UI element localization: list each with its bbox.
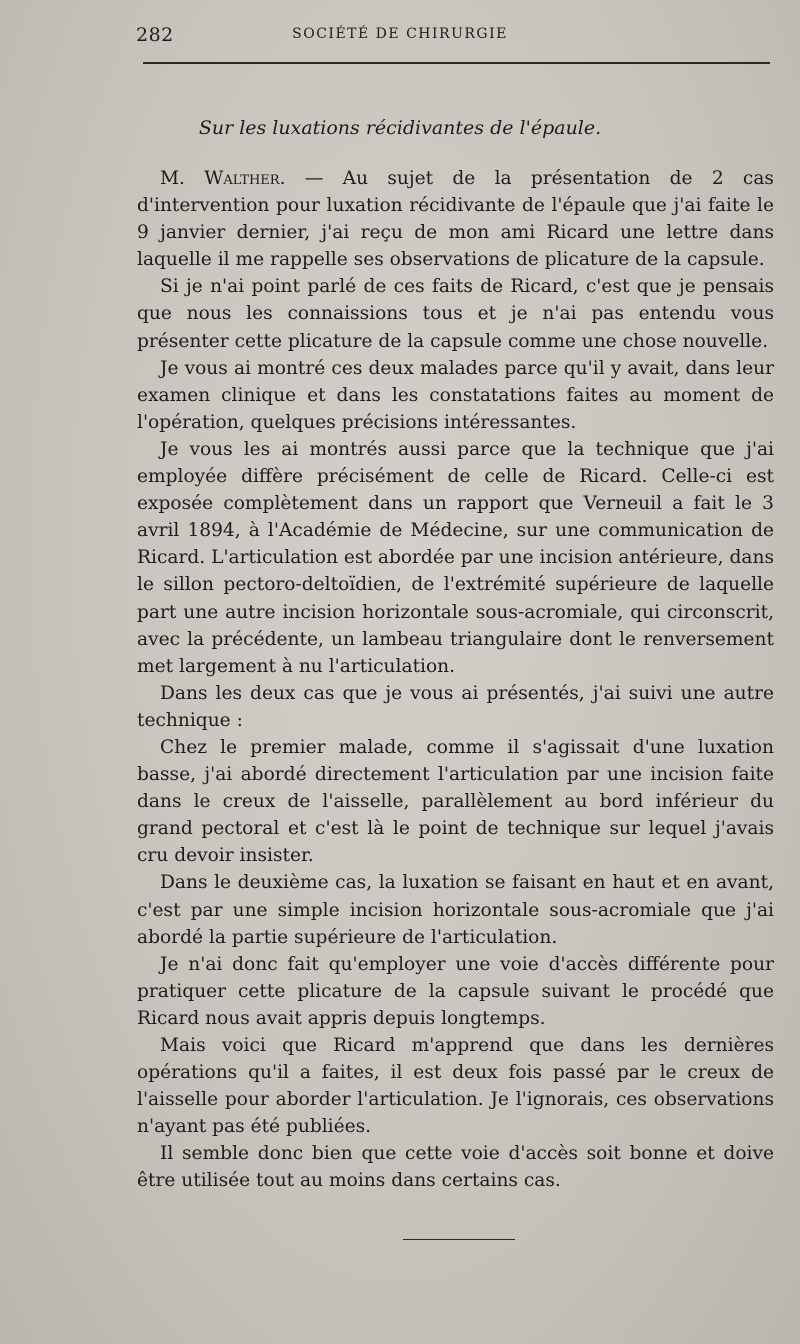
paragraph: Je vous ai montré ces deux malades parce qu'il y avait, dans leur examen clinique et dans les constatations faites au moment de l'opération, quelques précisions intéressantes. — [137, 357, 774, 433]
article-body — [137, 165, 774, 1195]
paragraph: Dans le deuxième cas, la luxation se faisant en haut et en avant, c'est par une simple incision horizontale sous-acromiale que j'ai abordé la partie supérieure de l'articulation. — [137, 872, 774, 948]
paragraph: Il semble donc bien que cette voie d'accès soit bonne et doive être utilisée tout au moins dans certains cas. — [137, 1143, 774, 1192]
paragraph — [137, 165, 774, 273]
speaker-name: M. Walther. — [160, 168, 286, 189]
running-title: SOCIÉTÉ DE CHIRURGIE — [292, 26, 508, 42]
page-number: 282 — [136, 24, 174, 46]
paragraph: Si je n'ai point parlé de ces faits de Ricard, c'est que je pensais que nous les connaissions tous et je n'ai pas entendu vous présenter cette plicature de la capsule comme une chose nouvelle. — [137, 276, 774, 352]
page-header — [0, 24, 800, 46]
paragraph: Mais voici que Ricard m'apprend que dans les dernières opérations qu'il a faites, il est deux fois passé par le creux de l'aisselle pour aborder l'articulation. Je l'ignorais, ces observations n'ayant pas été publiées. — [137, 1035, 774, 1138]
paragraph: Chez le premier malade, comme il s'agissait d'une luxation basse, j'ai abordé directement l'articulation par une incision faite dans le creux de l'aisselle, parallèlement au bord inférieur du grand pectoral et c'est là le point de technique sur lequel j'avais cru devoir insister. — [137, 736, 774, 867]
article-title: Sur les luxations récidivantes de l'épaule. — [198, 117, 602, 139]
paragraph: Je n'ai donc fait qu'employer une voie d'accès différente pour pratiquer cette plicature de la capsule suivant le procédé que Ricard nous avait appris depuis longtemps. — [137, 953, 774, 1029]
end-rule — [403, 1239, 515, 1240]
paragraph: Dans les deux cas que je vous ai présentés, j'ai suivi une autre technique : — [137, 682, 774, 731]
paragraph-text: — Au sujet de la présentation de 2 cas d'intervention pour luxation récidivante de l'épaule que j'ai faite le 9 janvier dernier, j'ai reçu de mon ami Ricard une lettre dans laquelle il me rappelle ses observations de plicature de la capsule. — [137, 168, 774, 271]
paragraph: Je vous les ai montrés aussi parce que la technique que j'ai employée diffère précisément de celle de Ricard. Celle-ci est exposée complètement dans un rapport que Verneuil a fait le 3 avril 1894, à l'Académie de Médecine, sur une communication de Ricard. L'articulation est abordée par une incision antérieure, dans le sillon pectoro-deltoïdien, de l'extrémité supérieure de laquelle part une autre incision horizontale sous-acromiale, qui circonscrit, avec la précédente, un lambeau triangulaire dont le renversement met largement à nu l'articulation. — [137, 438, 774, 677]
header-rule — [143, 62, 770, 64]
